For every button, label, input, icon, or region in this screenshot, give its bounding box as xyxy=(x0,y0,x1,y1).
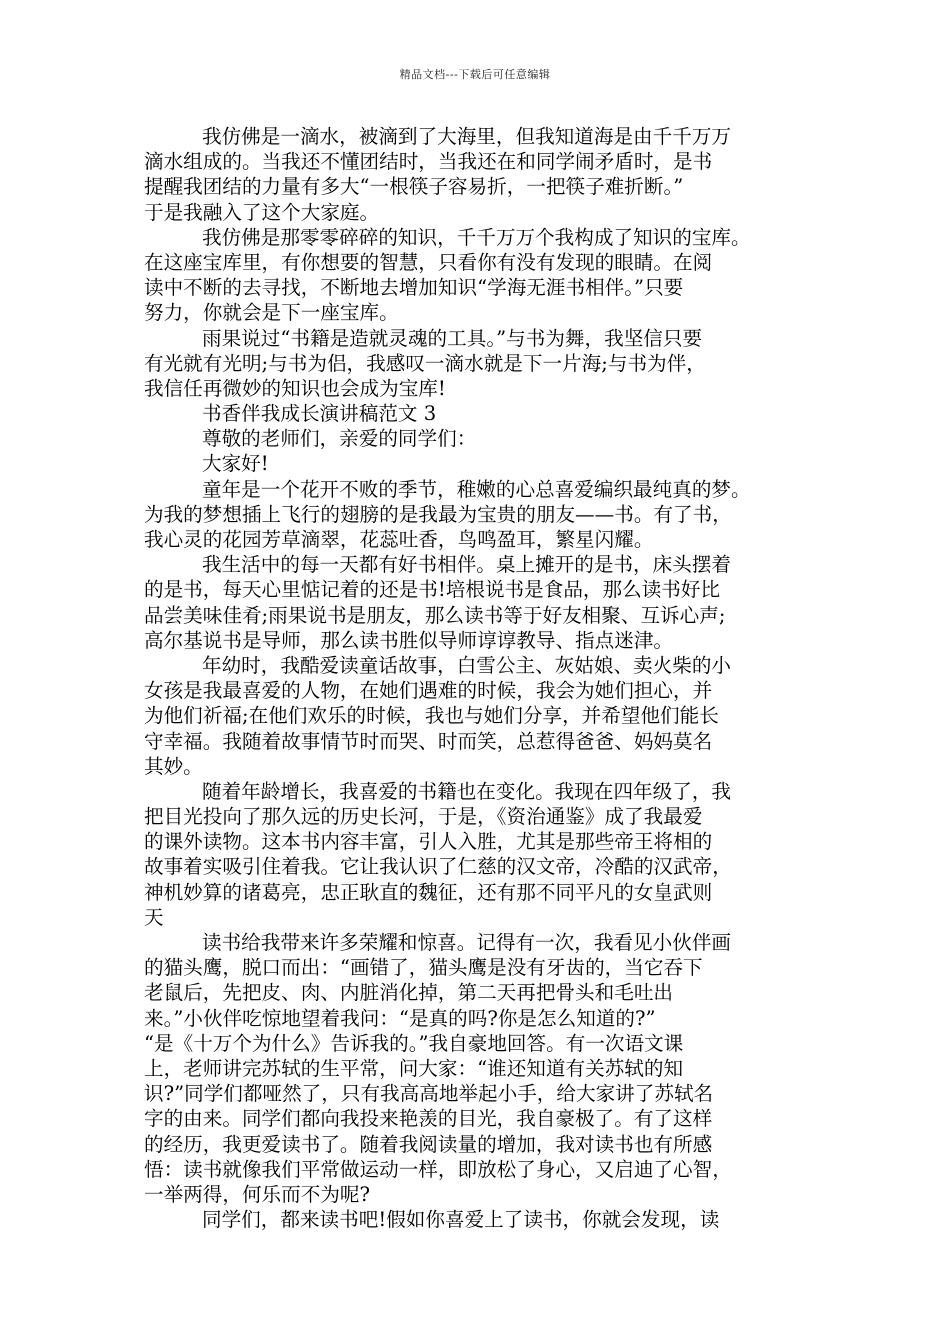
text-line: 在这座宝库里，有你想要的智慧，只看你有没有发现的眼睛。在阅 xyxy=(144,250,713,274)
text-line: 书香伴我成长演讲稿范文 3 xyxy=(202,402,437,426)
text-line: 雨果说过“书籍是造就灵魂的工具。”与书为舞，我坚信只要 xyxy=(202,326,703,350)
text-line: 品尝美味佳肴;雨果说书是朋友，那么读书等于好友相聚、互诉心声; xyxy=(144,603,726,627)
text-line: 读中不断的去寻找，不断地去增加知识“学海无涯书相伴。”只要 xyxy=(144,276,684,300)
text-line: 提醒我团结的力量有多大“一根筷子容易折，一把筷子难折断。” xyxy=(144,175,684,199)
text-line: 把目光投向了那久远的历史长河，于是，《资治通鉴》成了我最爱 xyxy=(144,805,703,829)
text-line: 故事着实吸引住着我。它让我认识了仁慈的汉文帝，冷酷的汉武帝， xyxy=(144,855,732,879)
page-header: 精品文档---下载后可任意编辑 xyxy=(399,68,551,81)
text-line: 识?”同学们都哑然了，只有我高高地举起小手，给大家讲了苏轼名 xyxy=(144,1082,714,1106)
text-line: 神机妙算的诸葛亮，忠正耿直的魏征，还有那不同平凡的女皇武则 xyxy=(144,880,713,904)
text-line: 我生活中的每一天都有好书相伴。桌上摊开的是书，床头摆着 xyxy=(202,553,732,577)
text-line: 其妙。 xyxy=(144,754,203,778)
text-line: 随着年龄增长，我喜爱的书籍也在变化。我现在四年级了，我 xyxy=(202,779,732,803)
text-line: 努力，你就会是下一座宝库。 xyxy=(144,301,399,325)
text-line: 老鼠后，先把皮、肉、内脏消化掉，第二天再把骨头和毛吐出 xyxy=(144,981,674,1005)
text-line: 一举两得，何乐而不为呢? xyxy=(144,1182,371,1206)
text-line: 尊敬的老师们，亲爱的同学们： xyxy=(202,427,477,451)
text-line: 高尔基说书是导师，那么读书胜似导师谆谆教导、指点迷津。 xyxy=(144,628,674,652)
text-line: 来。”小伙伴吃惊地望着我问：“是真的吗?你是怎么知道的?” xyxy=(144,1006,656,1030)
text-line: 天 xyxy=(144,905,164,929)
text-line: 我仿佛是那零零碎碎的知识，千千万万个我构成了知识的宝库。 xyxy=(202,225,751,249)
text-line: 我信任再微妙的知识也会成为宝库! xyxy=(144,376,446,400)
text-line: 我心灵的花园芳草滴翠，花蕊吐香，鸟鸣盈耳，繁星闪耀。 xyxy=(144,528,654,551)
text-line: 字的由来。同学们都向我投来艳羡的目光，我自豪极了。有了这样 xyxy=(144,1107,713,1131)
document-body xyxy=(144,124,830,1232)
text-line: 年幼时，我酷爱读童话故事，白雪公主、灰姑娘、卖火柴的小 xyxy=(202,653,732,677)
text-line: 滴水组成的。当我还不懂团结时，当我还在和同学闹矛盾时，是书 xyxy=(144,150,713,174)
text-line: 的猫头鹰，脱口而出：“画错了，猫头鹰是没有牙齿的，当它吞下 xyxy=(144,956,703,980)
text-line: 为他们祈福;在他们欢乐的时候，我也与她们分享，并希望他们能长 xyxy=(144,704,719,728)
text-line: 大家好! xyxy=(202,452,269,476)
text-line: 悟：读书就像我们平常做运动一样，即放松了身心，又启迪了心智， xyxy=(144,1157,732,1181)
text-line: 我仿佛是一滴水，被滴到了大海里，但我知道海是由千千万万 xyxy=(202,125,732,148)
text-line: 童年是一个花开不败的季节，稚嫩的心总喜爱编织最纯真的梦。 xyxy=(202,477,751,501)
text-line: 女孩是我最喜爱的人物，在她们遇难的时候，我会为她们担心，并 xyxy=(144,679,713,703)
text-line: 的经历，我更爱读书了。随着我阅读量的增加，我对读书也有所感 xyxy=(144,1132,713,1156)
text-line: 读书给我带来许多荣耀和惊喜。记得有一次，我看见小伙伴画 xyxy=(202,931,732,954)
text-line: “是《十万个为什么》告诉我的。”我自豪地回答。有一次语文课 xyxy=(144,1031,684,1055)
text-line: 有光就有光明;与书为侣，我感叹一滴水就是下一片海;与书为伴， xyxy=(144,351,706,375)
text-line: 的是书，每天心里惦记着的还是书!培根说书是食品，那么读书好比 xyxy=(144,578,721,602)
text-line: 同学们，都来读书吧!假如你喜爱上了读书，你就会发现，读 xyxy=(202,1208,720,1232)
text-line: 守幸福。我随着故事情节时而哭、时而笑，总惹得爸爸、妈妈莫名 xyxy=(144,729,713,753)
text-line: 为我的梦想插上飞行的翅膀的是我最为宝贵的朋友——书。有了书， xyxy=(144,502,732,526)
text-line: 于是我融入了这个大家庭。 xyxy=(144,200,380,224)
text-line: 上，老师讲完苏轼的生平常，问大家：“谁还知道有关苏轼的知 xyxy=(144,1056,684,1080)
text-line: 的课外读物。这本书内容丰富，引人入胜，尤其是那些帝王将相的 xyxy=(144,830,713,854)
